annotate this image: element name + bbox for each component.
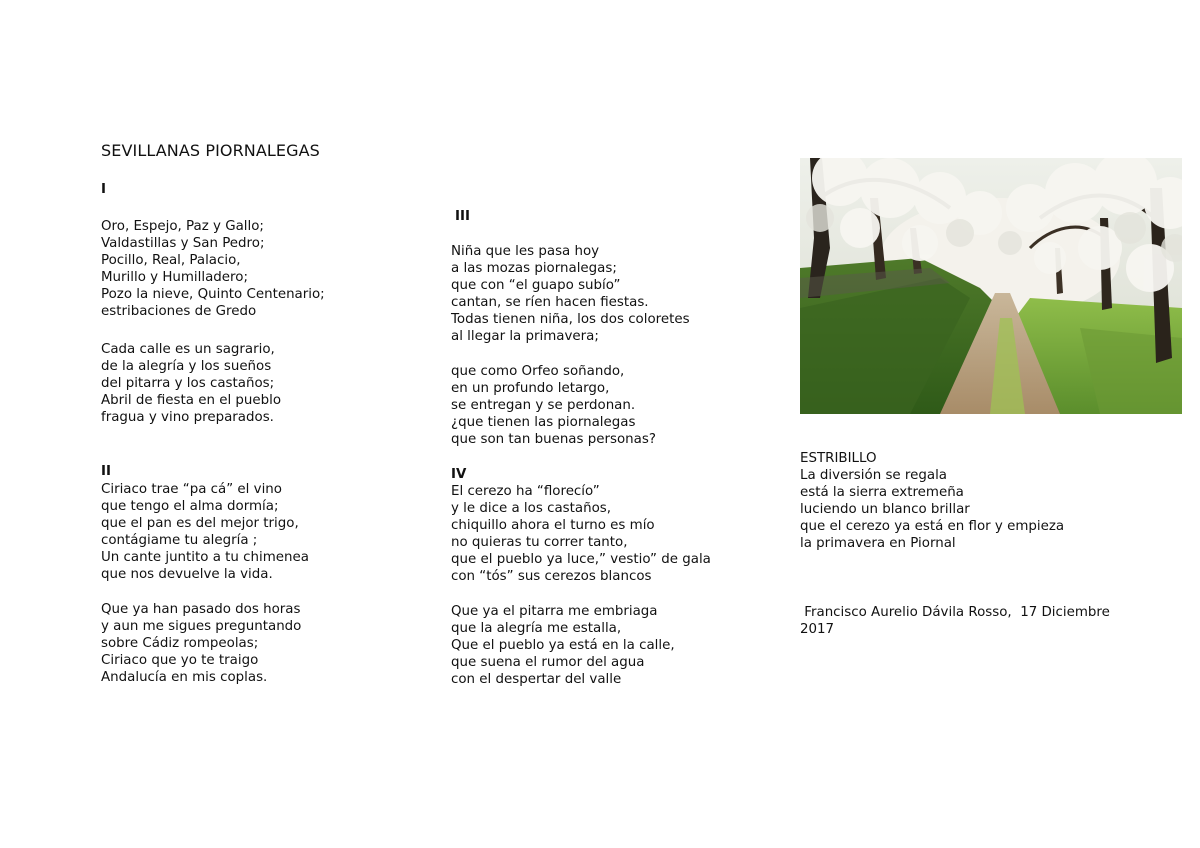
stanza-4-1: [451, 483, 711, 586]
verse-line: que como Orfeo soñando,: [451, 364, 625, 379]
verse-line: que el pan es del mejor trigo,: [101, 516, 299, 532]
verse-line: la primavera en Piornal: [800, 536, 956, 552]
verse-line: y le dice a los castaños,: [451, 501, 611, 517]
verse-line: del pitarra y los castaños;: [101, 376, 275, 392]
verse-line: Un cante juntito a tu chimenea: [101, 550, 309, 566]
verse-line: Ciriaco que yo te traigo: [101, 653, 259, 669]
stanza-2-2: [101, 601, 301, 686]
verse-line: Que ya han pasado dos horas: [101, 602, 301, 617]
verse-line: que son tan buenas personas?: [451, 432, 656, 448]
verse-line: cantan, se ríen hacen fiestas.: [451, 295, 649, 311]
verse-line: que con “el guapo subío”: [451, 278, 621, 294]
stanza-1-2: [101, 341, 281, 426]
section-heading-1: I: [101, 182, 106, 197]
verse-line: contágiame tu alegría ;: [101, 533, 258, 549]
stanza-4-2: [451, 603, 675, 688]
verse-line: Abril de fiesta en el pueblo: [101, 393, 282, 409]
verse-line: Niña que les pasa hoy: [451, 244, 600, 259]
stanza-2-1: [101, 481, 309, 584]
verse-line: que el pueblo ya luce,” vestio” de gala: [451, 552, 711, 568]
verse-line: luciendo un blanco brillar: [800, 502, 970, 518]
verse-line: chiquillo ahora el turno es mío: [451, 518, 655, 534]
verse-line: El cerezo ha “florecío”: [451, 484, 600, 499]
stanza-3-1: [451, 243, 690, 346]
verse-line: que suena el rumor del agua: [451, 655, 645, 671]
verse-line: Andalucía en mis coplas.: [101, 670, 268, 686]
verse-line: se entregan y se perdonan.: [451, 398, 636, 414]
section-heading-3: III: [455, 209, 470, 224]
verse-line: La diversión se regala: [800, 468, 947, 483]
verse-line: que nos devuelve la vida.: [101, 567, 273, 583]
verse-line: Cada calle es un sagrario,: [101, 342, 275, 357]
stanza-1-1: [101, 218, 325, 321]
verse-line: de la alegría y los sueños: [101, 359, 272, 375]
verse-line: que el cerezo ya está en flor y empieza: [800, 519, 1065, 535]
verse-line: Murillo y Humilladero;: [101, 270, 248, 286]
verse-line: Pocillo, Real, Palacio,: [101, 253, 241, 269]
estribillo-heading: ESTRIBILLO: [800, 451, 877, 466]
verse-line: estribaciones de Gredo: [101, 304, 257, 320]
section-heading-4: IV: [451, 467, 467, 482]
signature-line-2: 2017: [800, 622, 835, 638]
cherry-blossom-path-photo: [800, 158, 1182, 414]
verse-line: Que el pueblo ya está en la calle,: [451, 638, 675, 654]
verse-line: Valdastillas y San Pedro;: [101, 236, 265, 252]
verse-line: con el despertar del valle: [451, 672, 622, 688]
verse-line: sobre Cádiz rompeolas;: [101, 636, 259, 652]
verse-line: que tengo el alma dormía;: [101, 499, 279, 515]
verse-line: Todas tienen niña, los dos coloretes: [451, 312, 690, 328]
poem-title: SEVILLANAS PIORNALEGAS: [101, 141, 320, 160]
verse-line: que la alegría me estalla,: [451, 621, 622, 637]
verse-line: en un profundo letargo,: [451, 381, 610, 397]
stanza-3-2: [451, 363, 656, 448]
verse-line: ¿que tienen las piornalegas: [451, 415, 636, 431]
verse-line: Oro, Espejo, Paz y Gallo;: [101, 219, 264, 234]
verse-line: y aun me sigues preguntando: [101, 619, 302, 635]
section-heading-2: II: [101, 464, 111, 479]
estribillo-block: [800, 467, 1064, 552]
verse-line: no quieras tu correr tanto,: [451, 535, 628, 551]
verse-line: está la sierra extremeña: [800, 485, 964, 501]
verse-line: Pozo la nieve, Quinto Centenario;: [101, 287, 325, 303]
verse-line: al llegar la primavera;: [451, 329, 599, 345]
signature-line-1: Francisco Aurelio Dávila Rosso, 17 Diciembre: [800, 605, 1110, 620]
verse-line: a las mozas piornalegas;: [451, 261, 617, 277]
signature: [800, 604, 1110, 638]
verse-line: Que ya el pitarra me embriaga: [451, 604, 658, 619]
verse-line: fragua y vino preparados.: [101, 410, 274, 426]
verse-line: con “tós” sus cerezos blancos: [451, 569, 652, 585]
verse-line: Ciriaco trae “pa cá” el vino: [101, 482, 282, 497]
